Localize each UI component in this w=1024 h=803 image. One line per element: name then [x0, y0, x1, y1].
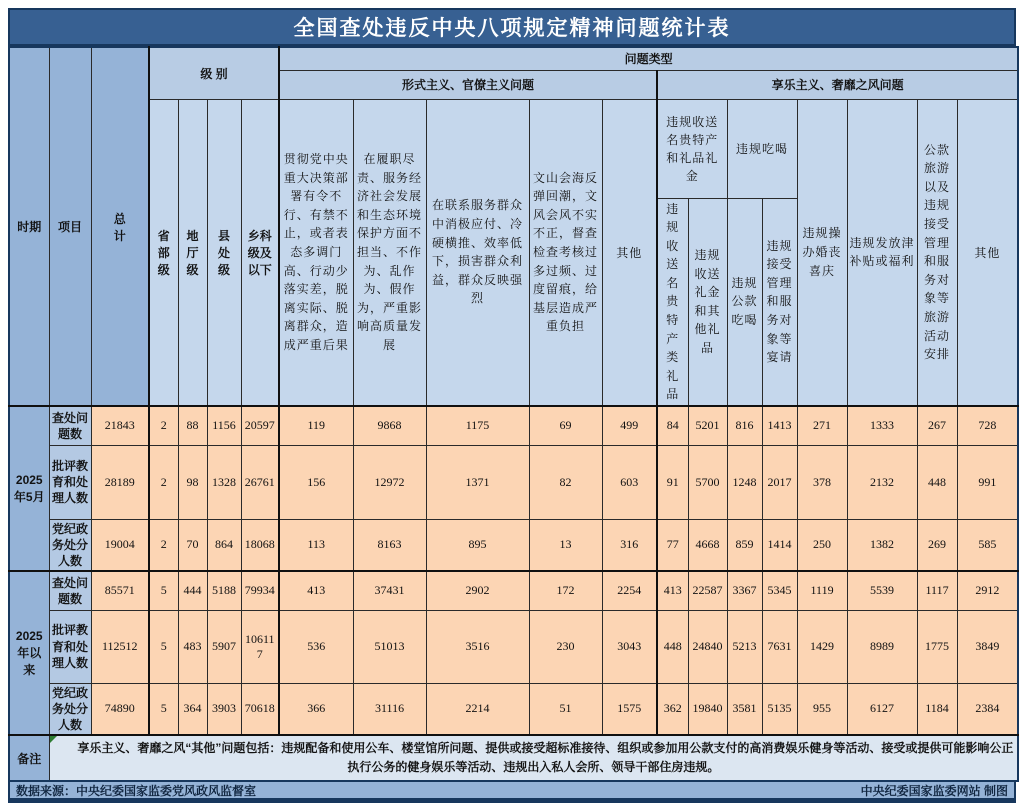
value-cell: 5907 — [207, 610, 241, 683]
value-cell: 1248 — [727, 445, 762, 519]
value-cell: 21843 — [91, 406, 149, 445]
col-header-formalism-1: 贯彻党中央重大决策部署有令不行、有禁不止，或者表态多调门高、行动少落实差，脱离实际、脱离群众，造成严重后果 — [279, 99, 353, 406]
value-cell: 267 — [917, 406, 957, 445]
value-cell: 18068 — [241, 519, 279, 571]
value-cell: 1333 — [847, 406, 917, 445]
value-cell: 362 — [657, 683, 688, 735]
value-cell: 955 — [797, 683, 847, 735]
value-cell: 8989 — [847, 610, 917, 683]
col-header-formalism-other: 其他 — [602, 99, 657, 406]
value-cell: 895 — [426, 519, 529, 571]
value-cell: 1413 — [762, 406, 797, 445]
col-group-hedonism: 享乐主义、奢靡之风问题 — [657, 70, 1018, 99]
value-cell: 448 — [917, 445, 957, 519]
value-cell: 5213 — [727, 610, 762, 683]
value-cell: 991 — [957, 445, 1018, 519]
table-row — [9, 406, 1018, 445]
value-cell: 728 — [957, 406, 1018, 445]
value-cell: 364 — [178, 683, 207, 735]
value-cell: 3367 — [727, 571, 762, 610]
value-cell: 378 — [797, 445, 847, 519]
value-cell: 1371 — [426, 445, 529, 519]
row-label: 批评教育和处理人数 — [49, 445, 91, 519]
value-cell: 859 — [727, 519, 762, 571]
table-row — [9, 571, 1018, 610]
value-cell: 230 — [529, 610, 602, 683]
level-label: 省部级 — [157, 228, 170, 277]
value-cell: 1775 — [917, 610, 957, 683]
col-header-travel: 公款旅游以及违规接受管理和服务对象等旅游活动安排 — [917, 99, 957, 406]
value-cell: 3903 — [207, 683, 241, 735]
value-cell: 250 — [797, 519, 847, 571]
value-cell: 5188 — [207, 571, 241, 610]
value-cell: 816 — [727, 406, 762, 445]
value-cell: 20597 — [241, 406, 279, 445]
value-cell: 79934 — [241, 571, 279, 610]
value-cell: 172 — [529, 571, 602, 610]
table-body — [9, 406, 1018, 735]
col-header-hedonism-other: 其他 — [957, 99, 1018, 406]
value-cell: 85571 — [91, 571, 149, 610]
value-cell: 5 — [149, 610, 178, 683]
value-cell: 3849 — [957, 610, 1018, 683]
col-header-gifts-money: 违规收送礼金和其他礼品 — [688, 198, 727, 406]
value-cell: 24840 — [688, 610, 727, 683]
value-cell: 3516 — [426, 610, 529, 683]
value-cell: 271 — [797, 406, 847, 445]
statistics-sheet — [8, 8, 1016, 803]
value-cell: 37431 — [353, 571, 426, 610]
value-cell: 82 — [529, 445, 602, 519]
page-title: 全国查处违反中央八项规定精神问题统计表 — [293, 16, 731, 40]
value-cell: 5700 — [688, 445, 727, 519]
row-label: 批评教育和处理人数 — [49, 610, 91, 683]
value-cell: 1119 — [797, 571, 847, 610]
note-row — [9, 735, 1018, 781]
value-cell: 585 — [957, 519, 1018, 571]
title-bar — [8, 8, 1016, 46]
value-cell: 536 — [279, 610, 353, 683]
total-label: 总计 — [113, 211, 126, 243]
value-cell: 5 — [149, 571, 178, 610]
value-cell: 269 — [917, 519, 957, 571]
value-cell: 2214 — [426, 683, 529, 735]
value-cell: 19840 — [688, 683, 727, 735]
credit: 中央纪委国家监委网站 制图 — [860, 783, 1008, 798]
table-header — [9, 47, 1018, 406]
source-bar — [8, 782, 1016, 798]
value-cell: 8163 — [353, 519, 426, 571]
value-cell: 70 — [178, 519, 207, 571]
col-header-dining-banquets: 违规接受管理和服务对象等宴请 — [762, 198, 797, 406]
value-cell: 2902 — [426, 571, 529, 610]
value-cell: 2132 — [847, 445, 917, 519]
note-text-content: 享乐主义、奢靡之风“其他”问题包括：违规配备和使用公车、楼堂馆所问题、提供或接受超标准接待、组织或参加用公款支付的高消费娱乐健身等活动、接受或提供可能影响公正执行公务的健身娱乐等活动、违规出入私人会所、领导干部住房违规。 — [77, 740, 1014, 775]
col-header-item — [49, 47, 91, 406]
value-cell: 19004 — [91, 519, 149, 571]
value-cell: 4668 — [688, 519, 727, 571]
value-cell: 413 — [657, 571, 688, 610]
col-header-formalism-4: 文山会海反弹回潮，文风会风不实不正，督查检查考核过多过频、过度留痕，给基层造成严重负担 — [529, 99, 602, 406]
note-text — [49, 735, 1018, 781]
value-cell: 499 — [602, 406, 657, 445]
col-group-formalism: 形式主义、官僚主义问题 — [279, 70, 657, 99]
note-label: 备注 — [9, 735, 49, 781]
note-section — [9, 735, 1018, 781]
value-cell: 84 — [657, 406, 688, 445]
table-row — [9, 610, 1018, 683]
value-cell: 2912 — [957, 571, 1018, 610]
value-cell: 5 — [149, 683, 178, 735]
value-cell: 31116 — [353, 683, 426, 735]
value-cell: 28189 — [91, 445, 149, 519]
value-cell: 98 — [178, 445, 207, 519]
value-cell: 119 — [279, 406, 353, 445]
value-cell: 113 — [279, 519, 353, 571]
col-header-level-prefecture — [178, 99, 207, 406]
value-cell: 1184 — [917, 683, 957, 735]
value-cell: 2254 — [602, 571, 657, 610]
value-cell: 70618 — [241, 683, 279, 735]
value-cell: 2017 — [762, 445, 797, 519]
value-cell: 1414 — [762, 519, 797, 571]
value-cell: 413 — [279, 571, 353, 610]
col-header-formalism-3: 在联系服务群众中消极应付、冷硬横推、效率低下，损害群众利益，群众反映强烈 — [426, 99, 529, 406]
value-cell: 91 — [657, 445, 688, 519]
value-cell: 1429 — [797, 610, 847, 683]
row-label: 查处问题数 — [49, 571, 91, 610]
value-cell: 6127 — [847, 683, 917, 735]
cell-flag-triangle-icon — [50, 736, 57, 743]
col-header-level-province — [149, 99, 178, 406]
value-cell: 5135 — [762, 683, 797, 735]
value-cell: 448 — [657, 610, 688, 683]
table-row — [9, 683, 1018, 735]
col-header-level-township — [241, 99, 279, 406]
value-cell: 3043 — [602, 610, 657, 683]
col-header-gifts-specialty: 违规收送名贵特产类礼品 — [657, 198, 688, 406]
row-label: 查处问题数 — [49, 406, 91, 445]
bottom-strip — [8, 798, 1016, 803]
value-cell: 2384 — [957, 683, 1018, 735]
value-cell: 156 — [279, 445, 353, 519]
col-header-dining-public-funds: 违规公款吃喝 — [727, 198, 762, 406]
value-cell: 106117 — [241, 610, 279, 683]
level-label: 地厅级 — [186, 228, 199, 277]
value-cell: 316 — [602, 519, 657, 571]
col-header-period — [9, 47, 49, 406]
period-cell: 2025年5月 — [9, 406, 49, 571]
value-cell: 1328 — [207, 445, 241, 519]
col-header-level-county — [207, 99, 241, 406]
value-cell: 5201 — [688, 406, 727, 445]
col-header-total — [91, 47, 149, 406]
value-cell: 9868 — [353, 406, 426, 445]
value-cell: 12972 — [353, 445, 426, 519]
table-row — [9, 445, 1018, 519]
col-group-level: 级 别 — [149, 47, 279, 99]
level-label: 县处级 — [217, 228, 230, 277]
col-header-weddings-funerals: 违规操办婚丧喜庆 — [797, 99, 847, 406]
value-cell: 2 — [149, 406, 178, 445]
value-cell: 2 — [149, 519, 178, 571]
value-cell: 3581 — [727, 683, 762, 735]
row-label: 党纪政务处分人数 — [49, 519, 91, 571]
data-source: 数据来源：中央纪委国家监委党风政风监督室 — [16, 783, 257, 798]
col-header-allowances: 违规发放津补贴或福利 — [847, 99, 917, 406]
statistics-table — [8, 46, 1019, 782]
value-cell: 51013 — [353, 610, 426, 683]
value-cell: 69 — [529, 406, 602, 445]
item-label: 项目 — [57, 220, 82, 235]
table-row — [9, 519, 1018, 571]
value-cell: 77 — [657, 519, 688, 571]
value-cell: 74890 — [91, 683, 149, 735]
period-cell: 2025年以来 — [9, 571, 49, 735]
col-header-formalism-2: 在履职尽责、服务经济社会发展和生态环境保护方面不担当、不作为、乱作为、假作为，严重影响高质量发展 — [353, 99, 426, 406]
value-cell: 483 — [178, 610, 207, 683]
value-cell: 13 — [529, 519, 602, 571]
level-label: 乡科级及以下 — [247, 228, 272, 277]
value-cell: 864 — [207, 519, 241, 571]
col-group-problem-type: 问题类型 — [279, 47, 1018, 70]
period-label: 时期 — [17, 220, 42, 235]
value-cell: 5539 — [847, 571, 917, 610]
value-cell: 112512 — [91, 610, 149, 683]
value-cell: 88 — [178, 406, 207, 445]
col-group-dining: 违规吃喝 — [727, 99, 797, 198]
value-cell: 444 — [178, 571, 207, 610]
value-cell: 366 — [279, 683, 353, 735]
value-cell: 1156 — [207, 406, 241, 445]
value-cell: 1382 — [847, 519, 917, 571]
value-cell: 2 — [149, 445, 178, 519]
value-cell: 26761 — [241, 445, 279, 519]
row-label: 党纪政务处分人数 — [49, 683, 91, 735]
value-cell: 22587 — [688, 571, 727, 610]
value-cell: 1175 — [426, 406, 529, 445]
value-cell: 7631 — [762, 610, 797, 683]
value-cell: 51 — [529, 683, 602, 735]
value-cell: 1575 — [602, 683, 657, 735]
value-cell: 5345 — [762, 571, 797, 610]
value-cell: 1117 — [917, 571, 957, 610]
col-group-gifts: 违规收送名贵特产和礼品礼金 — [657, 99, 727, 198]
value-cell: 603 — [602, 445, 657, 519]
